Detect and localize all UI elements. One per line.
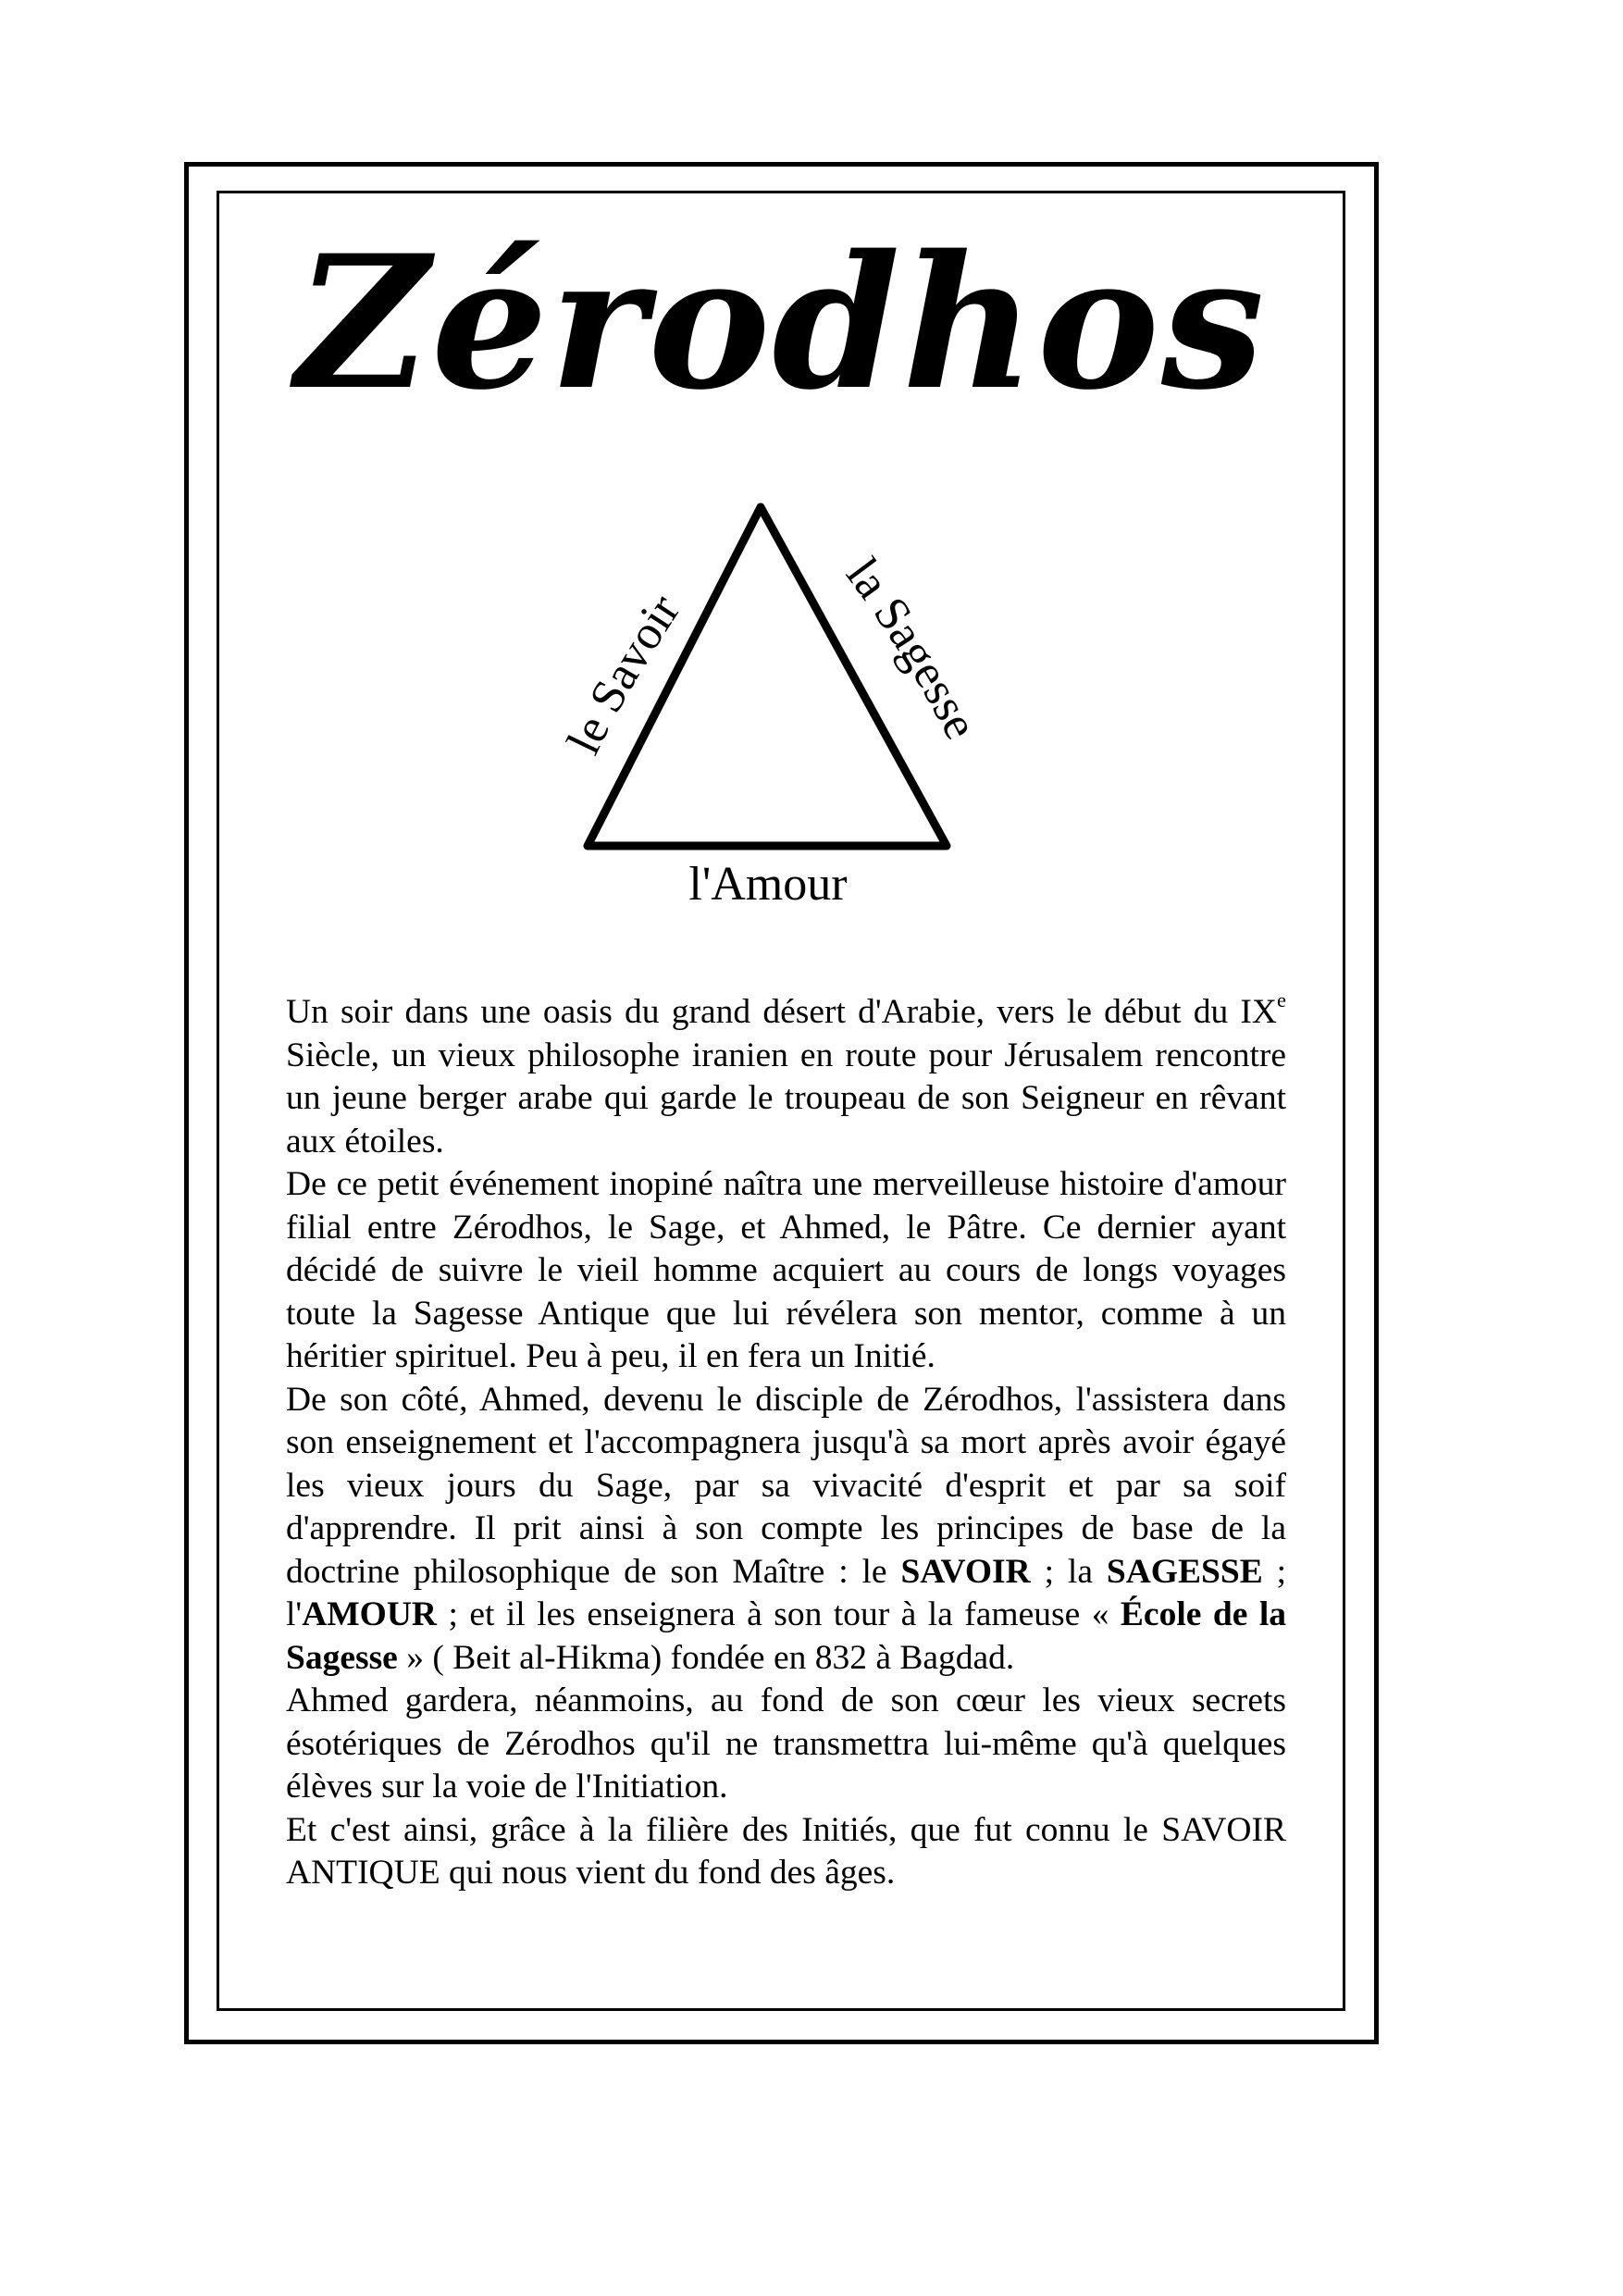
label-l-amour: l'Amour <box>688 858 848 911</box>
paragraph-4: Ahmed gardera, néanmoins, au fond de son cœur les vieux secrets ésotériques de Zérodhos qu'il ne transmettra lui-même qu'à quelques élèves sur la voie de l'Initiation. <box>286 1682 1286 1806</box>
page-title: Zérodhos <box>295 215 1267 430</box>
label-le-savoir: le Savoir <box>557 585 691 763</box>
label-la-sagesse: la Sagesse <box>836 549 988 748</box>
story-text <box>286 988 1287 1895</box>
paragraph-1: Un soir dans une oasis du grand désert d'Arabie, vers le début du IXe Siècle, un vieux philosophe iranien en route pour Jérusalem rencontre un jeune berger arabe qui garde le troupeau de son Seigneur en rêvant aux étoiles. <box>286 988 1286 1160</box>
paragraph-2: De ce petit événement inopiné naîtra une merveilleuse histoire d'amour filial entre Zérodhos, le Sage, et Ahmed, le Pâtre. Ce dernier ayant décidé de suivre le vieil homme acquiert au cours de longs voyages toute la Sagesse Antique que lui révélera son mentor, comme à un héritier spirituel. Peu à peu, il en fera un Initié. <box>286 1165 1286 1375</box>
paragraph-3: De son côté, Ahmed, devenu le disciple de Zérodhos, l'assistera dans son enseignement et l'accompagnera jusqu'à sa mort après avoir égayé les vieux jours du Sage, par sa vivacité d'esprit et par sa soif d'apprendre. Il prit ainsi à son compte les principes de base de la doctrine philosophique de son Maître : le SAVOIR ; la SAGESSE ; l'AMOUR ; et il les enseignera à son tour à la fameuse « École de la Sagesse » ( Beit al-Hikma) fondée en 832 à Bagdad. <box>286 1380 1287 1677</box>
paragraph-5: Et c'est ainsi, grâce à la filière des Initiés, que fut connu le SAVOIR ANTIQUE qui nous vient du fond des âges. <box>286 1810 1286 1892</box>
